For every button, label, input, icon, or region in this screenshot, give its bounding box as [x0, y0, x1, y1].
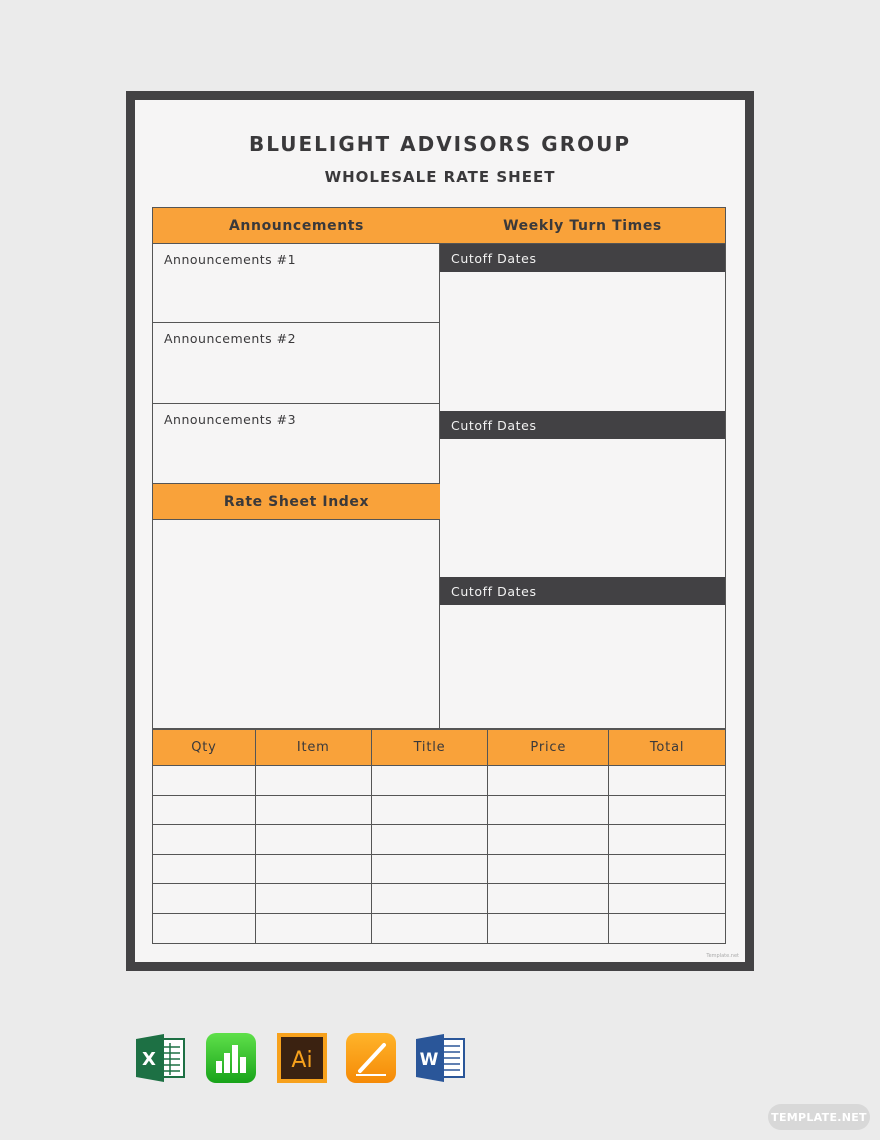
column-header-price: Price: [488, 730, 609, 766]
svg-text:Ai: Ai: [291, 1048, 313, 1073]
column-header-title: Title: [371, 730, 488, 766]
svg-text:W: W: [419, 1050, 439, 1070]
company-title: BLUELIGHT ADVISORS GROUP: [248, 132, 631, 156]
word-icon[interactable]: [416, 1033, 466, 1083]
cutoff-dates-header-2: Cutoff Dates: [440, 411, 725, 439]
announcement-label: Announcements #2: [164, 331, 297, 346]
announcement-label: Announcements #1: [164, 252, 297, 267]
table-row: [153, 766, 726, 796]
rate-sheet-index-header: Rate Sheet Index: [153, 484, 440, 520]
table-row: [153, 913, 726, 943]
excel-icon[interactable]: [136, 1033, 186, 1083]
cutoff-dates-header-1: Cutoff Dates: [440, 244, 725, 272]
weekly-turn-times-header: Weekly Turn Times: [440, 208, 725, 244]
column-header-total: Total: [609, 730, 726, 766]
watermark: Template.net: [706, 953, 739, 959]
table-header-row: [153, 730, 726, 766]
rate-sheet-page: [135, 100, 745, 962]
cutoff-dates-header-3: Cutoff Dates: [440, 577, 725, 605]
announcement-box-1: [153, 244, 440, 323]
right-column: [440, 208, 725, 728]
svg-text:X: X: [142, 1049, 156, 1070]
column-header-qty: Qty: [153, 730, 256, 766]
numbers-icon[interactable]: [206, 1033, 256, 1083]
table-row: [153, 825, 726, 855]
left-column: [153, 208, 440, 728]
items-table: [152, 729, 726, 944]
table-row: [153, 854, 726, 884]
table-row: [153, 884, 726, 914]
pages-icon[interactable]: [346, 1033, 396, 1083]
illustrator-icon[interactable]: [277, 1033, 327, 1083]
announcements-header: Announcements: [153, 208, 440, 244]
document-frame: [126, 91, 754, 971]
template-net-badge[interactable]: TEMPLATE.NET: [768, 1104, 870, 1130]
announcement-box-3: [153, 404, 440, 484]
content-grid: [152, 207, 726, 729]
table-row: [153, 795, 726, 825]
column-header-item: Item: [255, 730, 371, 766]
announcement-label: Announcements #3: [164, 412, 297, 427]
document-subtitle: WHOLESALE RATE SHEET: [324, 168, 556, 186]
announcement-box-2: [153, 323, 440, 404]
